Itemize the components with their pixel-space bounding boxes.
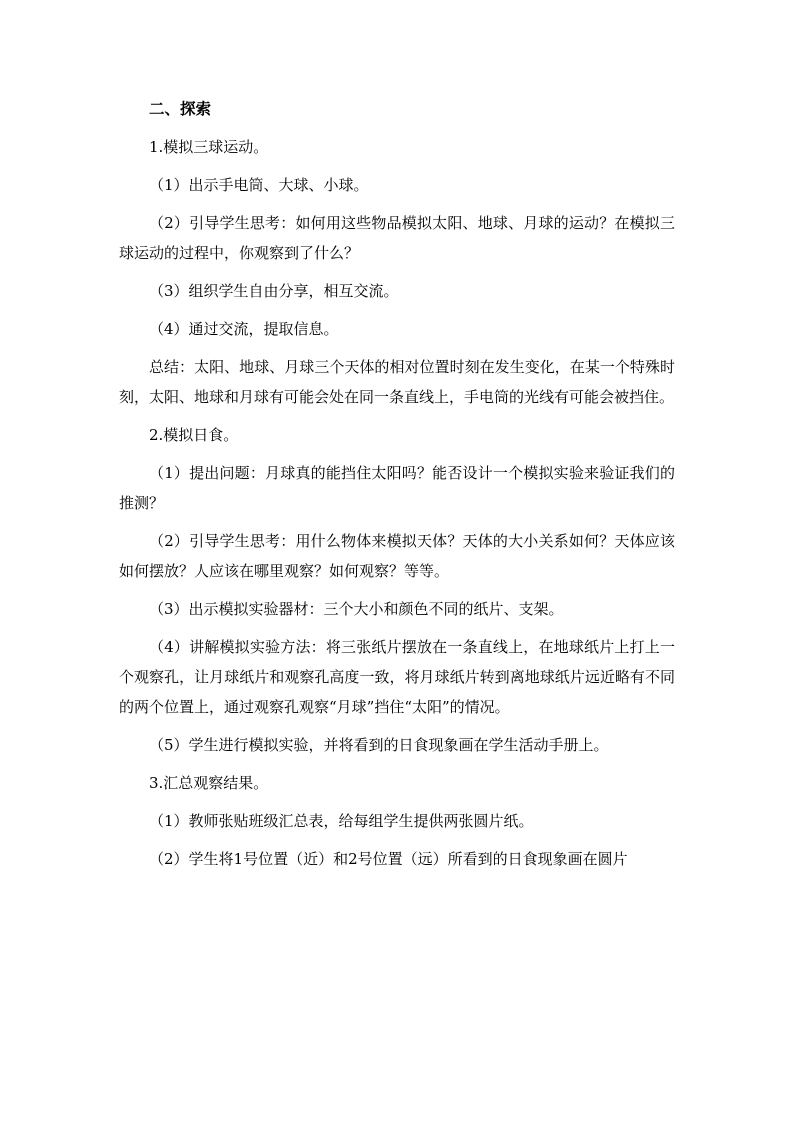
section-heading: 二、探索 — [149, 99, 212, 118]
paragraph-15: （2）学生将1号位置（近）和2号位置（远）所看到的日食现象画在圆片 — [149, 850, 628, 868]
paragraph-14: （1）教师张贴班级汇总表，给每组学生提供两张圆片纸。 — [149, 812, 534, 830]
paragraph-12: （5）学生进行模拟实验，并将看到的日食现象画在学生活动手册上。 — [149, 736, 609, 754]
paragraph-11: （4）讲解模拟实验方法：将三张纸片摆放在一条直线上，在地球纸片上打上一个观察孔，让月球纸片和观察孔高度一致，将月球纸片转到离地球纸片远近略有不同的两个位置上，通过观察孔观察“月球”挡住“太阳”的情况。 — [119, 638, 675, 716]
paragraph-7: 2.模拟日食。 — [149, 426, 239, 444]
paragraph-13: 3.汇总观察结果。 — [149, 774, 269, 792]
paragraph-5: （4）通过交流，提取信息。 — [149, 320, 339, 338]
paragraph-2: （1）出示手电筒、大球、小球。 — [149, 176, 369, 194]
paragraph-10: （3）出示模拟实验器材：三个大小和颜色不同的纸片、支架。 — [149, 600, 564, 618]
paragraph-3: （2）引导学生思考：如何用这些物品模拟太阳、地球、月球的运动？在模拟三球运动的过程中，你观察到了什么？ — [119, 214, 675, 262]
paragraph-9: （2）引导学生思考：用什么物体来模拟天体？天体的大小关系如何？天体应该如何摆放？人应该在哪里观察？如何观察？等等。 — [119, 532, 675, 580]
document-body — [119, 94, 675, 874]
paragraph-4: （3）组织学生自由分享，相互交流。 — [149, 282, 399, 300]
paragraph-8: （1）提出问题：月球真的能挡住太阳吗？能否设计一个模拟实验来验证我们的推测？ — [119, 464, 675, 512]
paragraph-1: 1.模拟三球运动。 — [149, 138, 269, 156]
summary-paragraph: 总结：太阳、地球、月球三个天体的相对位置时刻在发生变化，在某一个特殊时刻，太阳、地球和月球有可能会处在同一条直线上，手电筒的光线有可能会被挡住。 — [119, 358, 675, 406]
